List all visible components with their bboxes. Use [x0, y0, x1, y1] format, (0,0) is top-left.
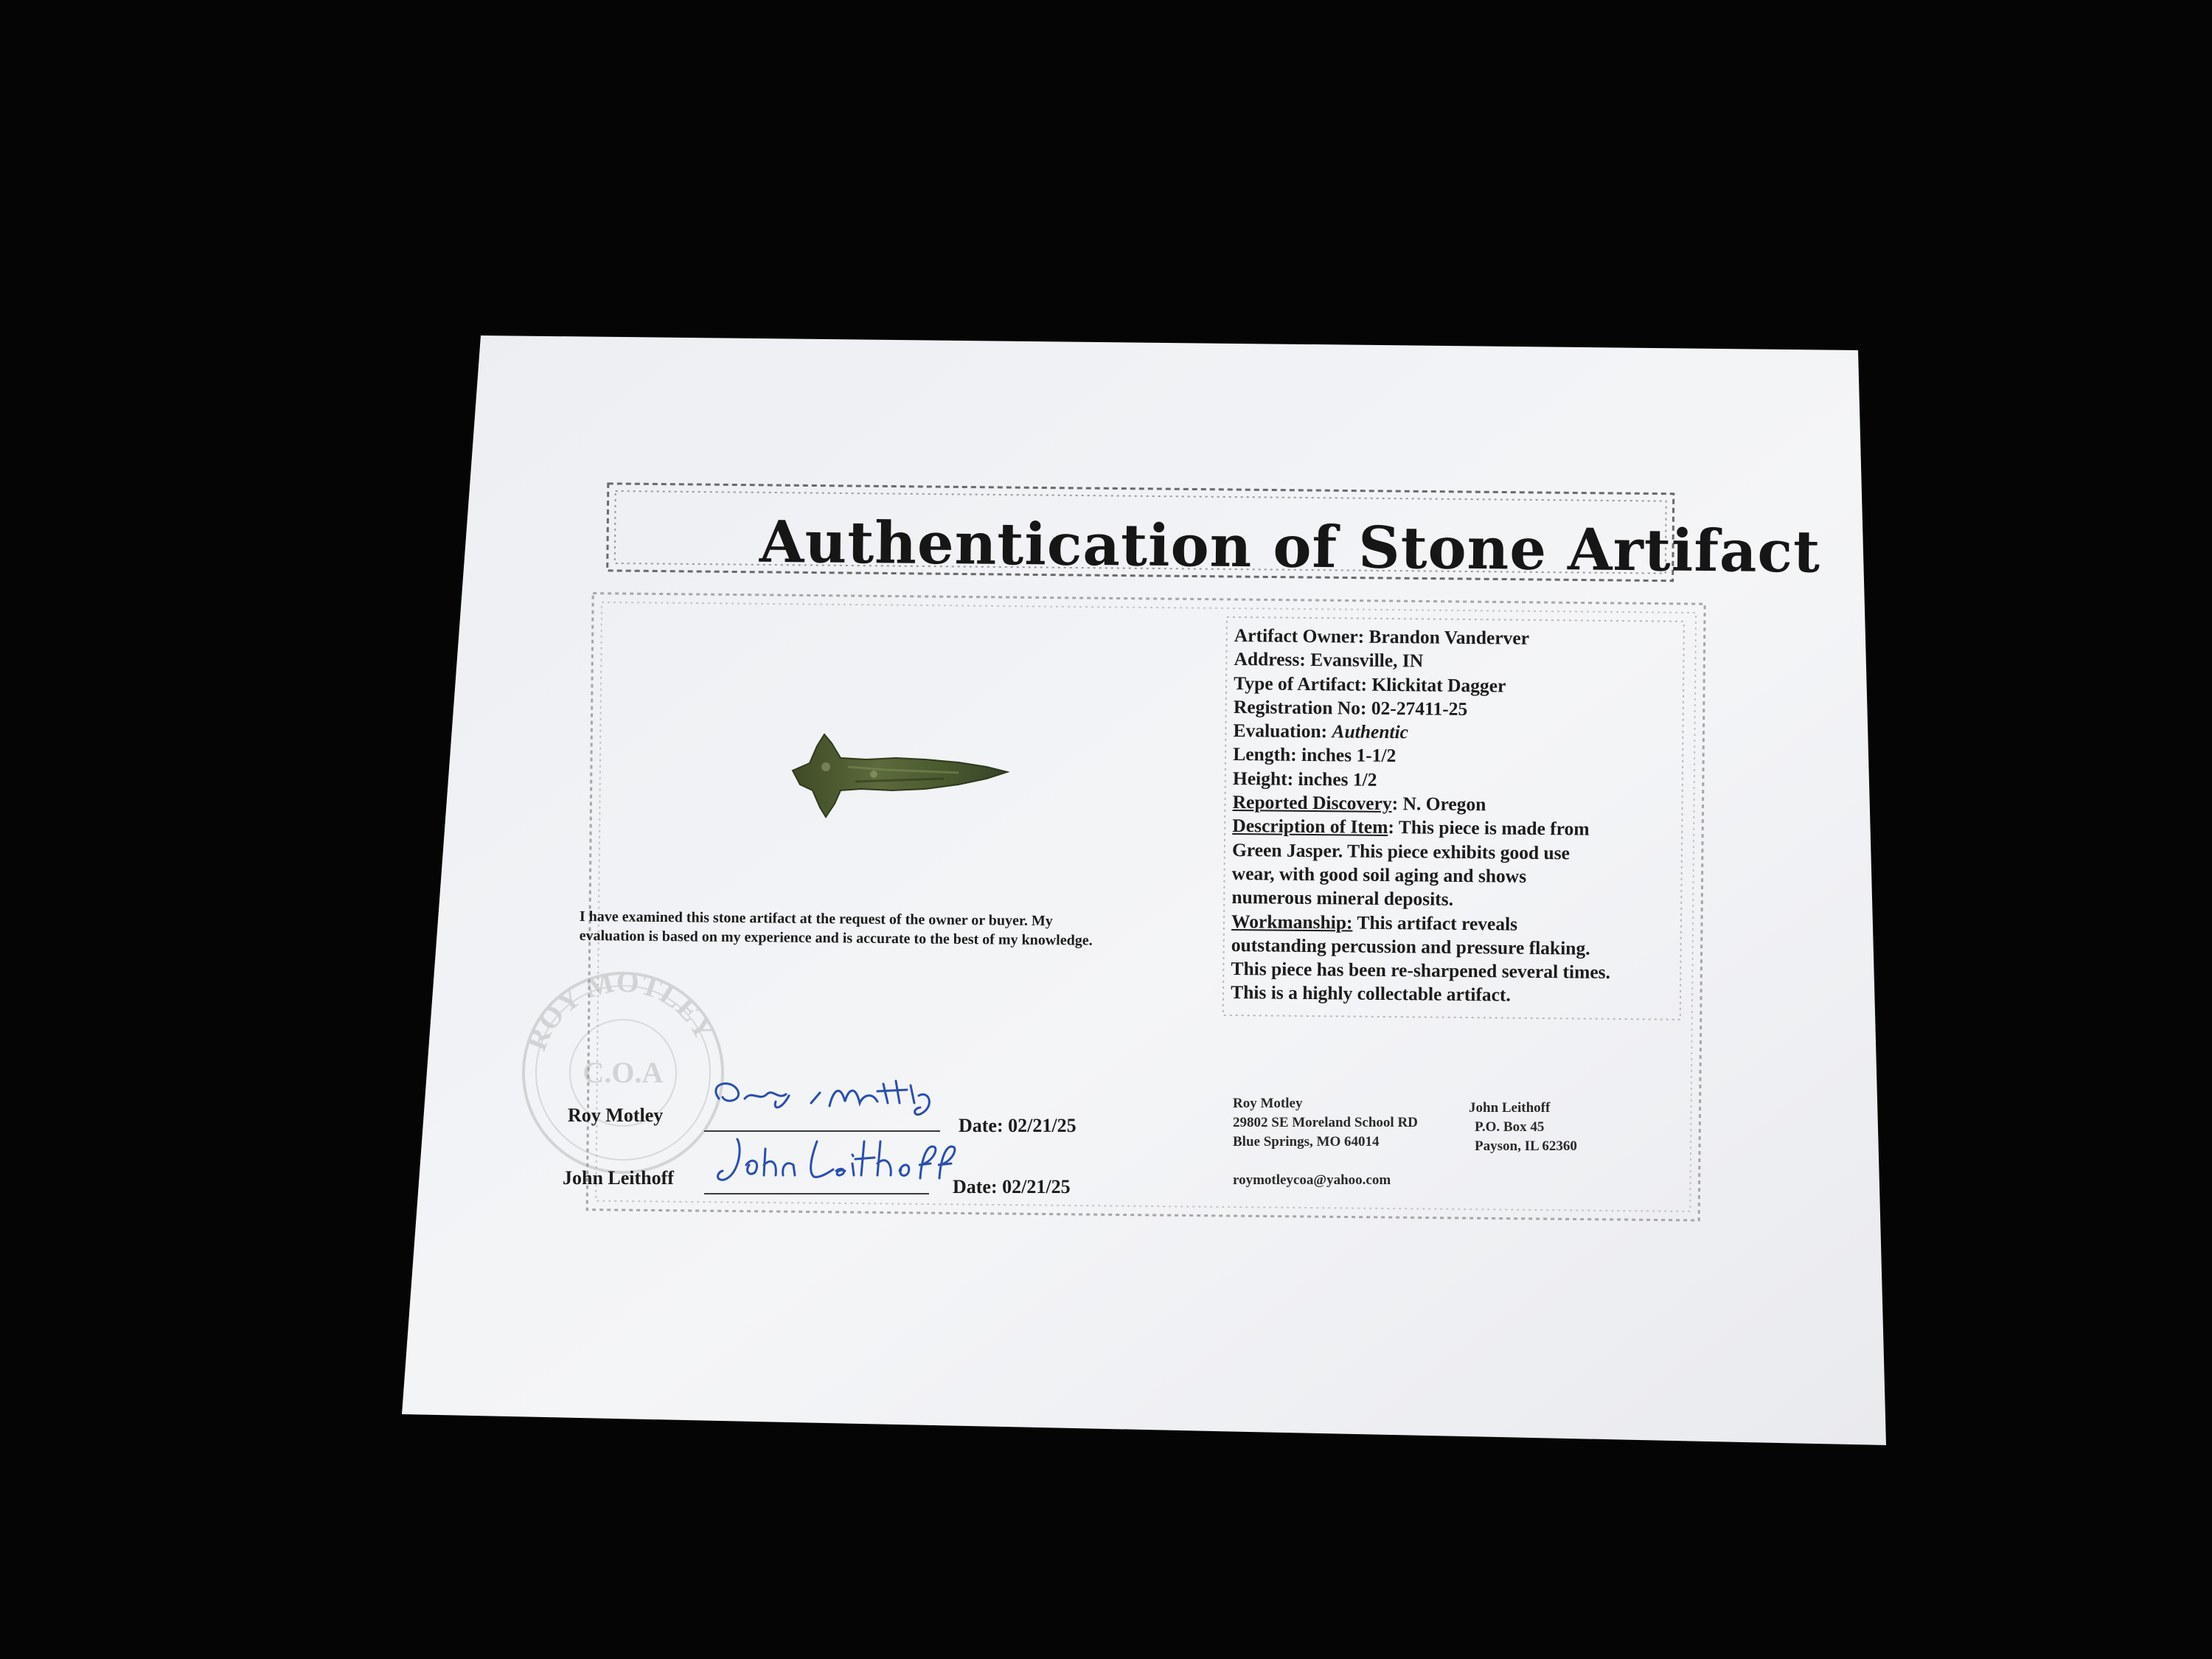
workmanship-line — [1231, 910, 1611, 937]
contact-line: John Leithoff — [1469, 1100, 1551, 1116]
length-line: Length: inches 1-1/2 — [1233, 743, 1397, 767]
statement-line: evaluation is based on my experience and is accurate to the best of my knowledge. — [579, 927, 1093, 949]
evaluation-value: Authentic — [1332, 720, 1409, 743]
description-text: numerous mineral deposits. — [1231, 886, 1454, 911]
contact-line: Payson, IL 62360 — [1475, 1138, 1577, 1154]
description-text: : This piece is made from — [1388, 816, 1590, 841]
address-line: Address: Evansville, IN — [1234, 648, 1424, 672]
workmanship-text: This piece has been re-sharpened several times. — [1231, 958, 1611, 984]
date-john: Date: 02/21/25 — [953, 1176, 1071, 1197]
type-line: Type of Artifact: Klickitat Dagger — [1234, 672, 1506, 697]
contact-line: P.O. Box 45 — [1475, 1119, 1545, 1135]
signature-line-roy — [704, 1130, 940, 1132]
contact-line: Roy Motley — [1233, 1096, 1303, 1111]
discovery-value: : N. Oregon — [1391, 793, 1486, 815]
contact-john-leithoff — [1469, 1099, 1577, 1156]
contact-email: roymotleycoa@yahoo.com — [1233, 1172, 1391, 1188]
signer-name-john: John Leithoff — [563, 1167, 674, 1189]
contact-line: 29802 SE Moreland School RD — [1233, 1115, 1418, 1130]
statement-line: I have examined this stone artifact at the request of the owner or buyer. My — [579, 908, 1053, 930]
registration-line: Registration No: 02-27411-25 — [1233, 695, 1468, 720]
description-label: Description of Item — [1232, 815, 1388, 838]
description-text: Green Jasper. This piece exhibits good use — [1231, 838, 1571, 864]
artifact-info-block — [1231, 624, 1613, 1009]
description-line — [1232, 814, 1612, 841]
certificate-title: Authentication of Stone Artifact — [759, 508, 1821, 586]
workmanship-label: Workmanship: — [1231, 910, 1353, 933]
workmanship-text: This is a highly collectable artifact. — [1231, 981, 1511, 1006]
workmanship-text: This artifact reveals — [1352, 911, 1518, 935]
discovery-label: Reported Discovery — [1232, 791, 1392, 815]
seal-center-text: C.O.A — [582, 1056, 664, 1089]
signer-name-roy: Roy Motley — [568, 1105, 664, 1126]
workmanship-text: outstanding percussion and pressure flaking. — [1231, 933, 1590, 959]
height-line: Height: inches 1/2 — [1232, 767, 1377, 790]
evaluation-label: Evaluation: — [1233, 720, 1332, 742]
contact-line: Blue Springs, MO 64014 — [1233, 1134, 1380, 1150]
contact-line — [1233, 1152, 1418, 1171]
examiner-statement — [580, 907, 1093, 950]
signature-line-john — [704, 1193, 929, 1194]
contact-roy-motley — [1233, 1094, 1418, 1190]
owner-line: Artifact Owner: Brandon Vanderver — [1234, 624, 1530, 649]
evaluation-line — [1233, 719, 1613, 746]
description-text: wear, with good soil aging and shows — [1231, 862, 1527, 887]
seal-arc-text: ROY MOTLEY — [519, 964, 723, 1055]
discovery-line — [1233, 790, 1613, 818]
date-roy: Date: 02/21/25 — [959, 1115, 1077, 1136]
